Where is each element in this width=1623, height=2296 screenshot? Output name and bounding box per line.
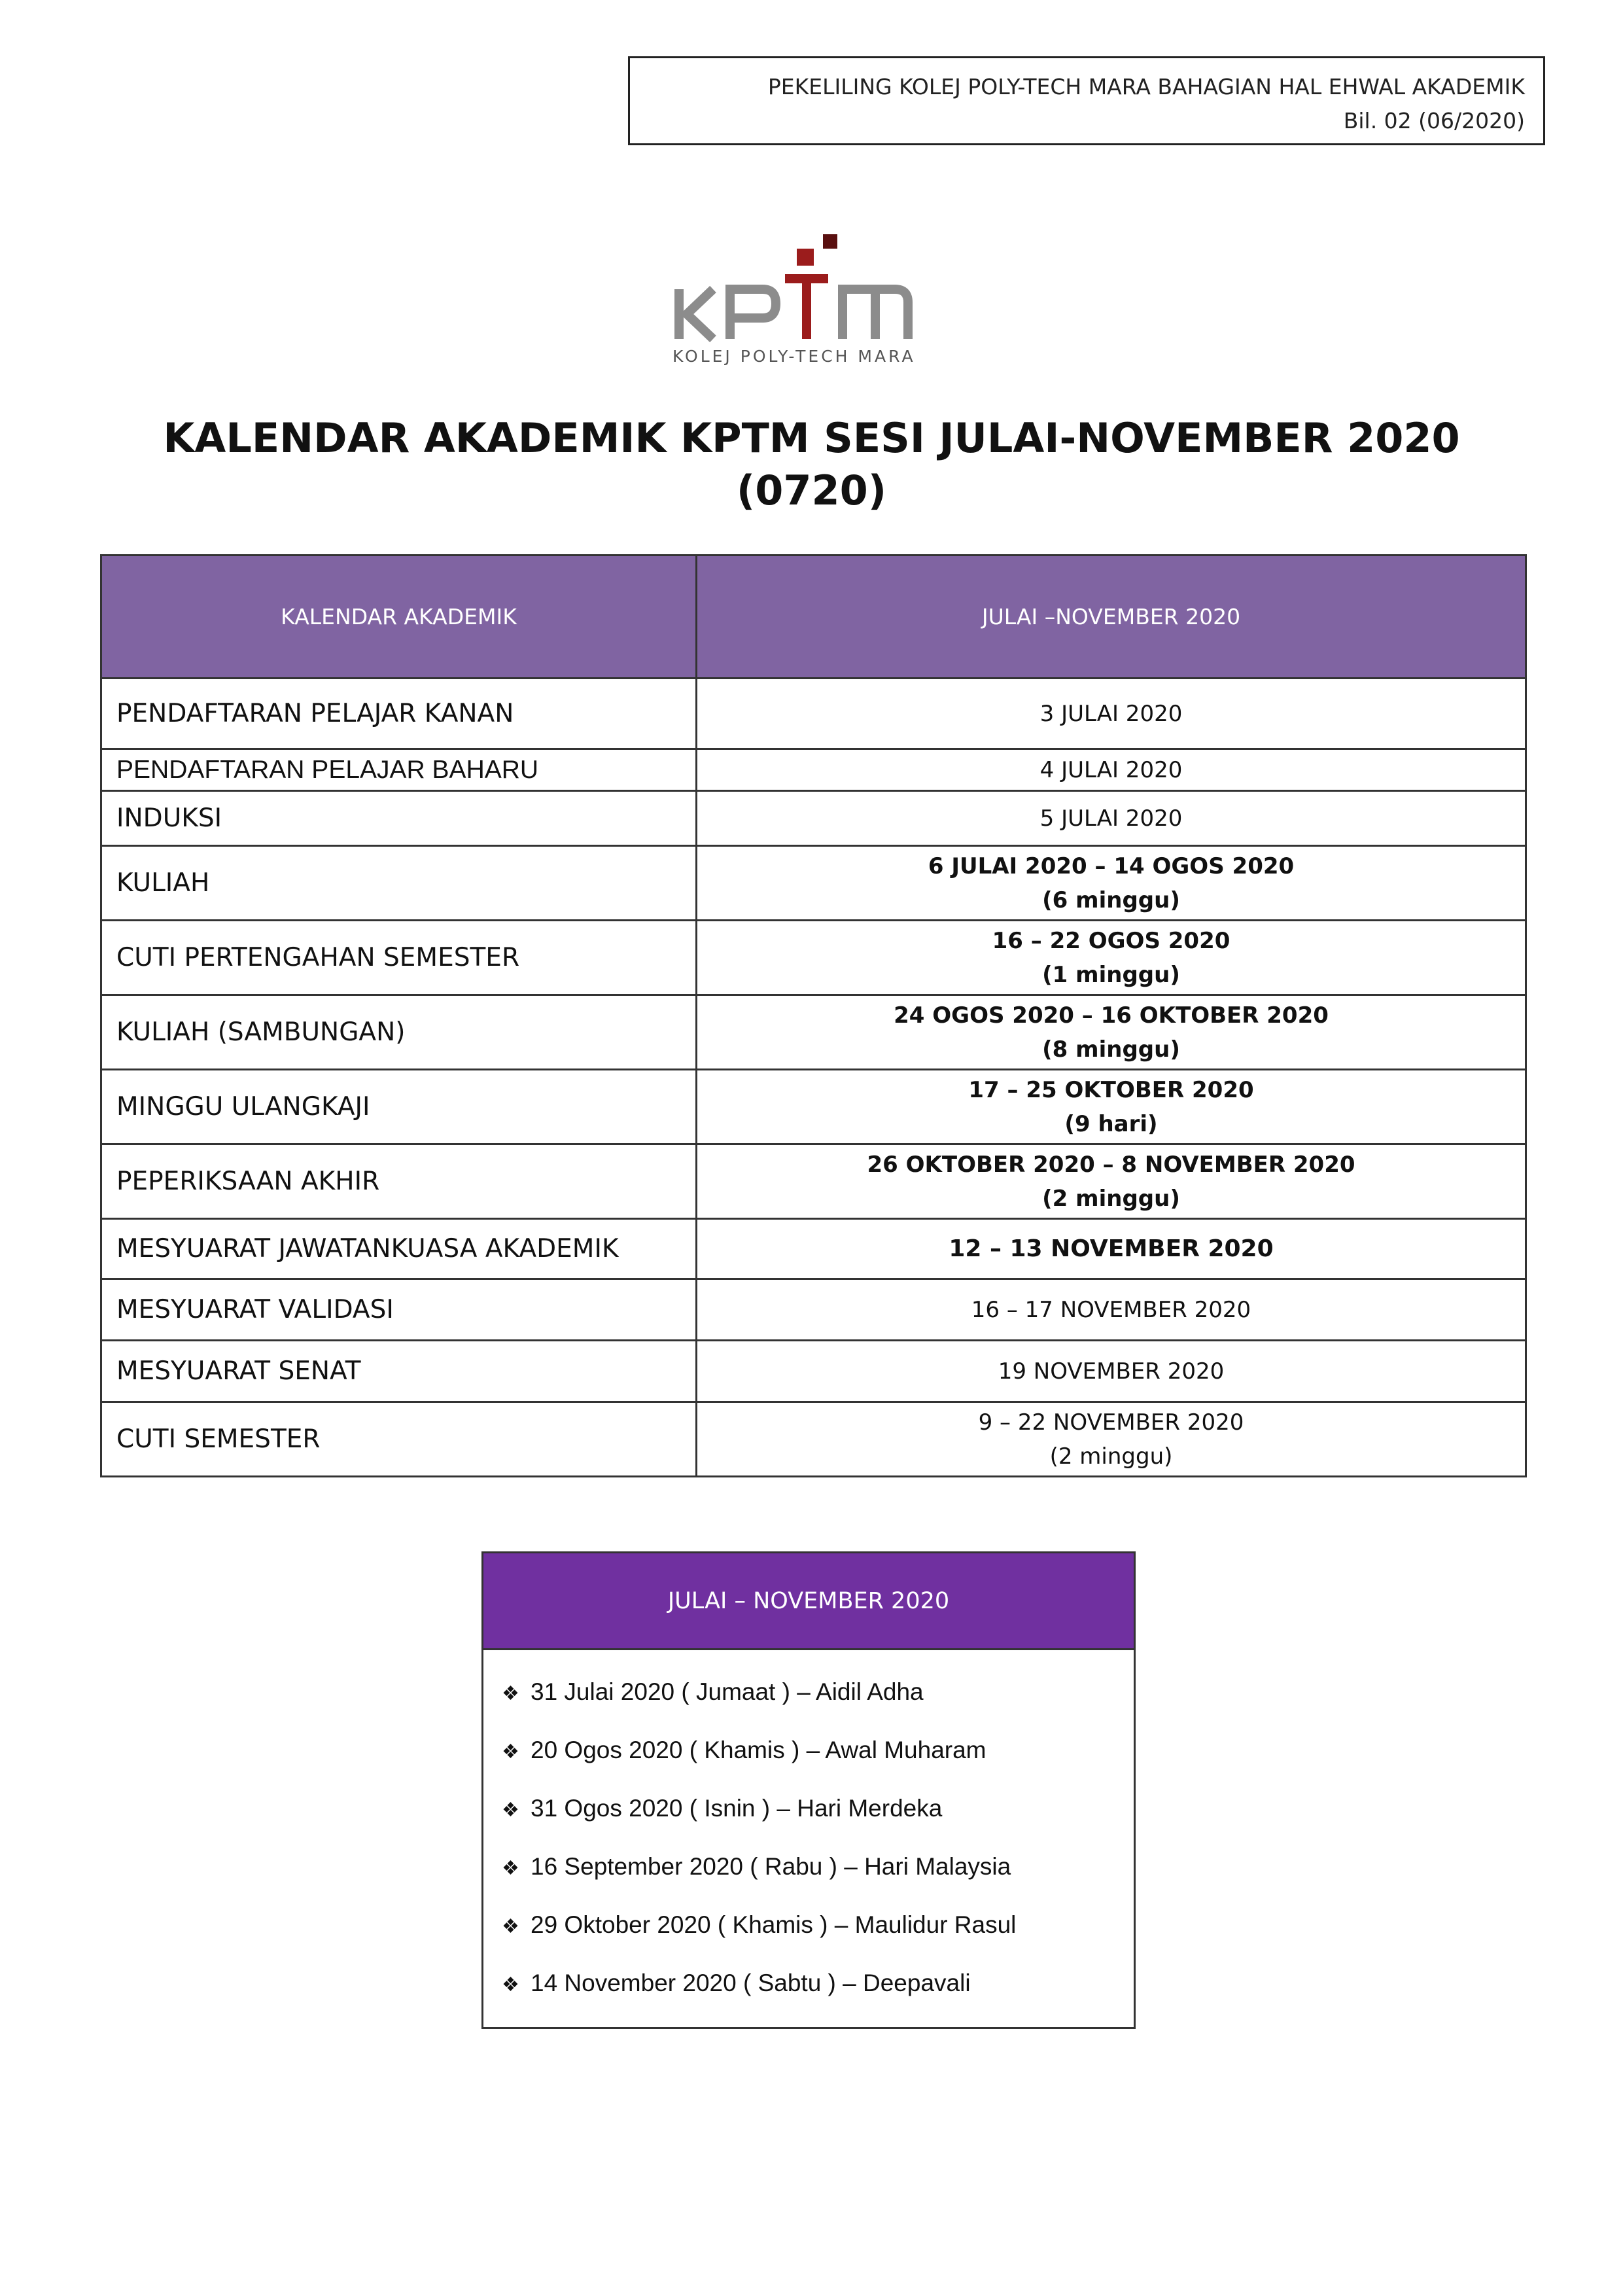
header-activity: KALENDAR AKADEMIK [101, 556, 697, 679]
duration-text: (2 minggu) [1042, 1185, 1180, 1212]
table-row [101, 1402, 1526, 1477]
list-item [502, 1790, 1134, 1848]
holidays-header: JULAI – NOVEMBER 2020 [483, 1553, 1134, 1650]
diamond-bullet-icon: ❖ [502, 1799, 519, 1821]
table-header-row [101, 556, 1526, 679]
date-cell [697, 846, 1526, 921]
circular-number: Bil. 02 (06/2020) [1343, 108, 1525, 133]
diamond-bullet-icon: ❖ [502, 1974, 519, 1996]
date-cell [697, 1144, 1526, 1219]
list-item [502, 1907, 1134, 1965]
date-cell [697, 921, 1526, 995]
date-text: 17 – 25 OKTOBER 2020 [968, 1076, 1254, 1103]
diamond-bullet-icon: ❖ [502, 1741, 519, 1763]
diamond-bullet-icon: ❖ [502, 1916, 519, 1937]
holidays-list [483, 1650, 1134, 2023]
diamond-bullet-icon: ❖ [502, 1858, 519, 1879]
table-row [101, 791, 1526, 846]
duration-text: (9 hari) [1064, 1110, 1158, 1137]
date-cell [697, 1279, 1526, 1341]
list-item [502, 1732, 1134, 1790]
date-cell [697, 749, 1526, 791]
kptm-logo [672, 229, 954, 366]
duration-text: (2 minggu) [1049, 1443, 1173, 1470]
date-cell [697, 1070, 1526, 1144]
activity-cell: INDUKSI [101, 791, 697, 846]
date-text: 24 OGOS 2020 – 16 OKTOBER 2020 [894, 1002, 1329, 1029]
duration-text: (8 minggu) [1042, 1036, 1180, 1063]
date-text: 5 JULAI 2020 [1039, 805, 1183, 832]
logo-square-dark [823, 234, 837, 249]
date-cell [697, 679, 1526, 749]
holiday-text: 20 Ogos 2020 ( Khamis ) – Awal Muharam [531, 1737, 986, 1763]
date-cell [697, 791, 1526, 846]
date-text: 3 JULAI 2020 [1039, 700, 1183, 727]
page-title-main: KALENDAR AKADEMIK KPTM SESI JULAI-NOVEMBER 2020 [163, 414, 1460, 462]
date-cell [697, 1219, 1526, 1279]
circular-reference-box [628, 56, 1545, 145]
page-title-code: (0720) [736, 467, 887, 514]
date-text: 12 – 13 NOVEMBER 2020 [949, 1235, 1274, 1262]
date-cell [697, 995, 1526, 1070]
activity-cell: MESYUARAT VALIDASI [101, 1279, 697, 1341]
table-row [101, 749, 1526, 791]
holiday-text: 31 Julai 2020 ( Jumaat ) – Aidil Adha [531, 1678, 924, 1705]
table-row [101, 679, 1526, 749]
table-row [101, 1070, 1526, 1144]
holiday-text: 29 Oktober 2020 ( Khamis ) – Maulidur Rasul [531, 1911, 1017, 1938]
date-cell [697, 1341, 1526, 1402]
activity-cell: CUTI SEMESTER [101, 1402, 697, 1477]
table-row [101, 1341, 1526, 1402]
list-item [502, 1674, 1134, 1732]
logo-letter-k [679, 289, 713, 339]
list-item [502, 1848, 1134, 1907]
public-holidays-box [481, 1551, 1136, 2029]
date-text: 19 NOVEMBER 2020 [998, 1358, 1225, 1385]
table-row [101, 921, 1526, 995]
header-period: JULAI –NOVEMBER 2020 [697, 556, 1526, 679]
table-row [101, 1279, 1526, 1341]
logo-letter-m [843, 289, 908, 339]
duration-text: (1 minggu) [1042, 961, 1180, 988]
duration-text: (6 minggu) [1042, 887, 1180, 913]
activity-cell: PENDAFTARAN PELAJAR KANAN [101, 679, 697, 749]
diamond-bullet-icon: ❖ [502, 1683, 519, 1704]
table-row [101, 995, 1526, 1070]
holiday-text: 16 September 2020 ( Rabu ) – Hari Malaysia [531, 1853, 1011, 1880]
date-text: 16 – 17 NOVEMBER 2020 [971, 1296, 1251, 1323]
logo-square-red [797, 249, 814, 266]
circular-title: PEKELILING KOLEJ POLY-TECH MARA BAHAGIAN HAL EHWAL AKADEMIK [767, 74, 1525, 99]
logo-letter-t [785, 279, 828, 339]
holiday-text: 31 Ogos 2020 ( Isnin ) – Hari Merdeka [531, 1795, 943, 1822]
activity-cell: PEPERIKSAAN AKHIR [101, 1144, 697, 1219]
activity-cell: MESYUARAT JAWATANKUASA AKADEMIK [101, 1219, 697, 1279]
academic-calendar-table [100, 554, 1527, 1477]
logo-tagline: KOLEJ POLY-TECH MARA [672, 347, 916, 366]
logo-letter-p [730, 289, 776, 339]
activity-cell: CUTI PERTENGAHAN SEMESTER [101, 921, 697, 995]
activity-cell: MINGGU ULANGKAJI [101, 1070, 697, 1144]
date-text: 6 JULAI 2020 – 14 OGOS 2020 [928, 853, 1295, 879]
date-text: 9 – 22 NOVEMBER 2020 [978, 1409, 1244, 1436]
table-row [101, 846, 1526, 921]
kptm-logo-graphic [672, 229, 954, 366]
table-row [101, 1144, 1526, 1219]
activity-cell: PENDAFTARAN PELAJAR BAHARU [101, 749, 697, 791]
date-text: 26 OKTOBER 2020 – 8 NOVEMBER 2020 [867, 1151, 1355, 1178]
holiday-text: 14 November 2020 ( Sabtu ) – Deepavali [531, 1969, 971, 1996]
date-text: 16 – 22 OGOS 2020 [992, 927, 1230, 954]
table-row [101, 1219, 1526, 1279]
activity-cell: MESYUARAT SENAT [101, 1341, 697, 1402]
activity-cell: KULIAH [101, 846, 697, 921]
date-cell [697, 1402, 1526, 1477]
activity-cell: KULIAH (SAMBUNGAN) [101, 995, 697, 1070]
page-title [0, 412, 1623, 517]
list-item [502, 1965, 1134, 2023]
date-text: 4 JULAI 2020 [1039, 756, 1183, 783]
